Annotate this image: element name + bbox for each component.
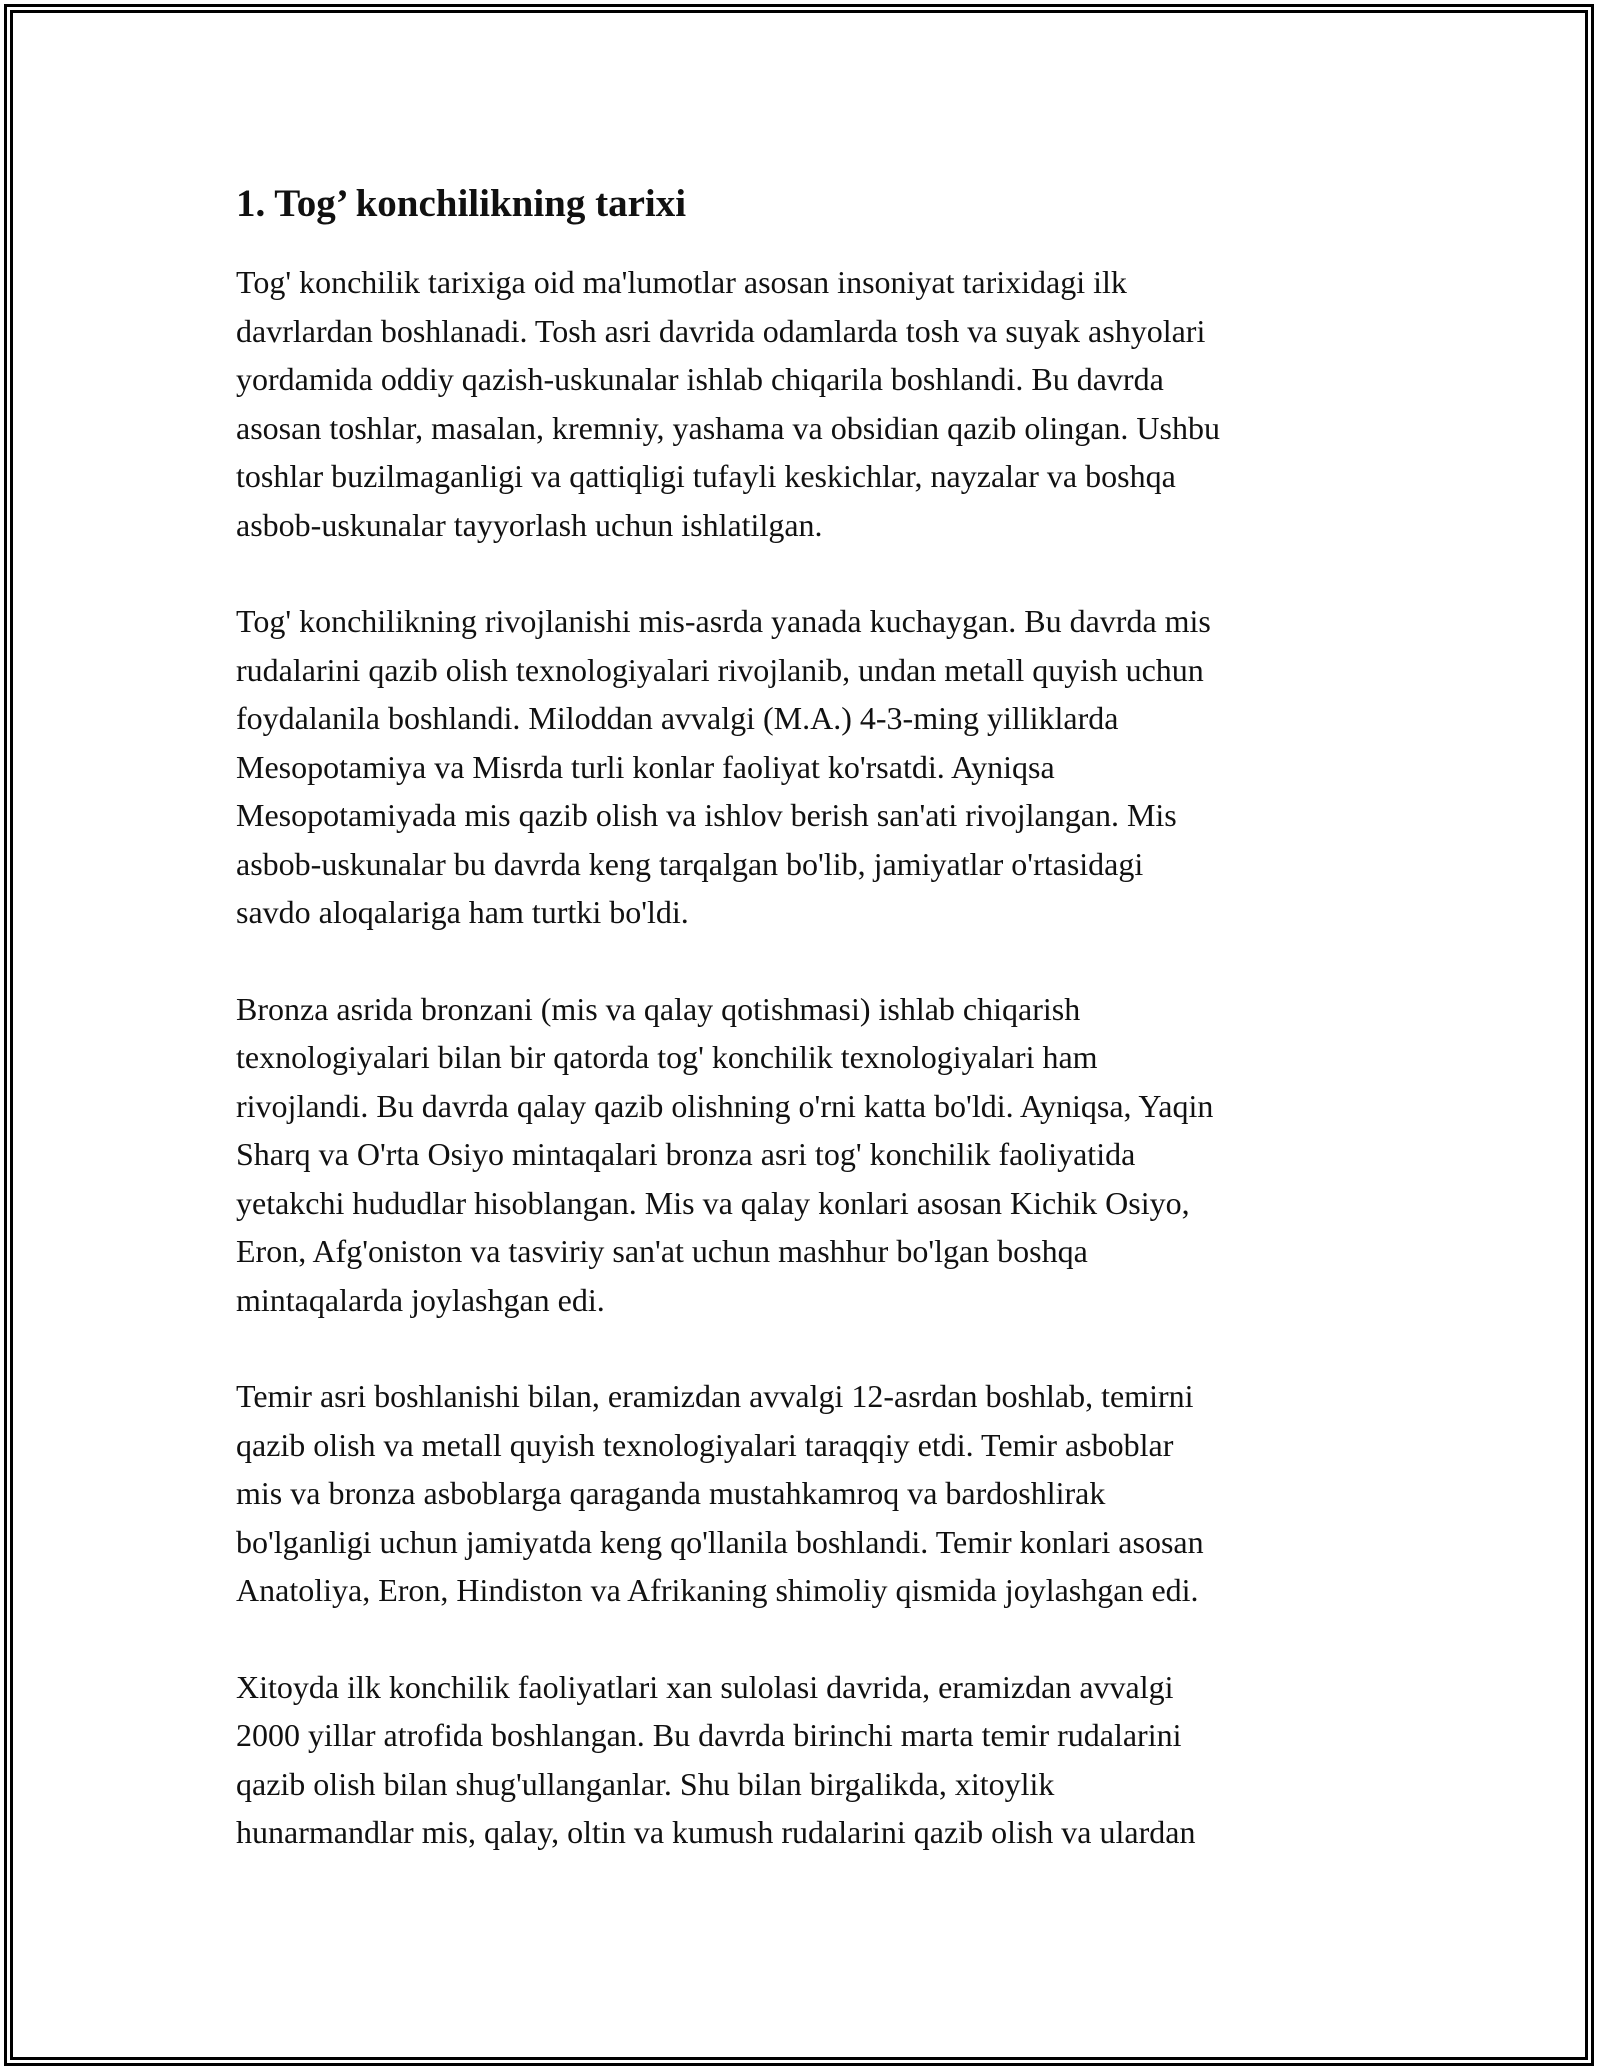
paragraph-stone-age: Tog' konchilik tarixiga oid ma'lumotlar asosan insoniyat tarixidagi ilk davrlardan boshlanadi. Tosh asri davrida odamlarda tosh va suyak ashyolari yordamida oddiy qazish-uskunalar ishlab chiqarila boshlandi. Bu davrda asosan toshlar, masalan, kremniy, yashama va obsidian qazib olingan. Ushbu toshlar buzilmaganligi va qattiqligi tufayli keskichlar, nayzalar va boshqa asbob-uskunalar tayyorlash uchun ishlatilgan. (236, 264, 1220, 543)
paragraph-china: Xitoyda ilk konchilik faoliyatlari xan sulolasi davrida, eramizdan avvalgi 2000 yillar atrofida boshlangan. Bu davrda birinchi marta temir rudalarini qazib olish bilan shug'ullanganlar. Shu bilan birgalikda, xitoylik hunarmandlar mis, qalay, oltin va kumush rudalarini qazib olish va ulardan (236, 1668, 1196, 1850)
paragraph-iron-age: Temir asri boshlanishi bilan, eramizdan avvalgi 12-asrdan boshlab, temirni qazib olish va metall quyish texnologiyalari taraqqiy etdi. Temir asboblar mis va bronza asboblarga qaraganda mustahkamroq va bardoshlirak bo'lganligi uchun jamiyatda keng qo'llanila boshlandi. Temir konlari asosan Anatoliya, Eron, Hindiston va Afrikaning shimoliy qismida joylashgan edi. (236, 1378, 1204, 1608)
document-body (236, 178, 1376, 1857)
paragraph-bronze-age: Bronza asrida bronzani (mis va qalay qotishmasi) ishlab chiqarish texnologiyalari bilan bir qatorda tog' konchilik texnologiyalari ham rivojlandi. Bu davrda qalay qazib olishning o'rni katta bo'ldi. Ayniqsa, Yaqin Sharq va O'rta Osiyo mintaqalari bronza asri tog' konchilik faoliyatida yetakchi hududlar hisoblangan. Mis va qalay konlari asosan Kichik Osiyo, Eron, Afg'oniston va tasviriy san'at uchun mashhur bo'lgan boshqa mintaqalarda joylashgan edi. (236, 990, 1214, 1318)
paragraph-copper-age: Tog' konchilikning rivojlanishi mis-asrda yanada kuchaygan. Bu davrda mis rudalarini qazib olish texnologiyalari rivojlanib, undan metall quyish uchun foydalanila boshlandi. Miloddan avvalgi (M.A.) 4-3-ming yilliklarda Mesopotamiya va Misrda turli konlar faoliyat ko'rsatdi. Ayniqsa Mesopotamiyada mis qazib olish va ishlov berish san'ati rivojlangan. Mis asbob-uskunalar bu davrda keng tarqalgan bo'lib, jamiyatlar o'rtasidagi savdo aloqalariga ham turtki bo'ldi. (236, 603, 1211, 930)
section-heading: 1. Tog’ konchilikning tarixi (236, 182, 687, 225)
